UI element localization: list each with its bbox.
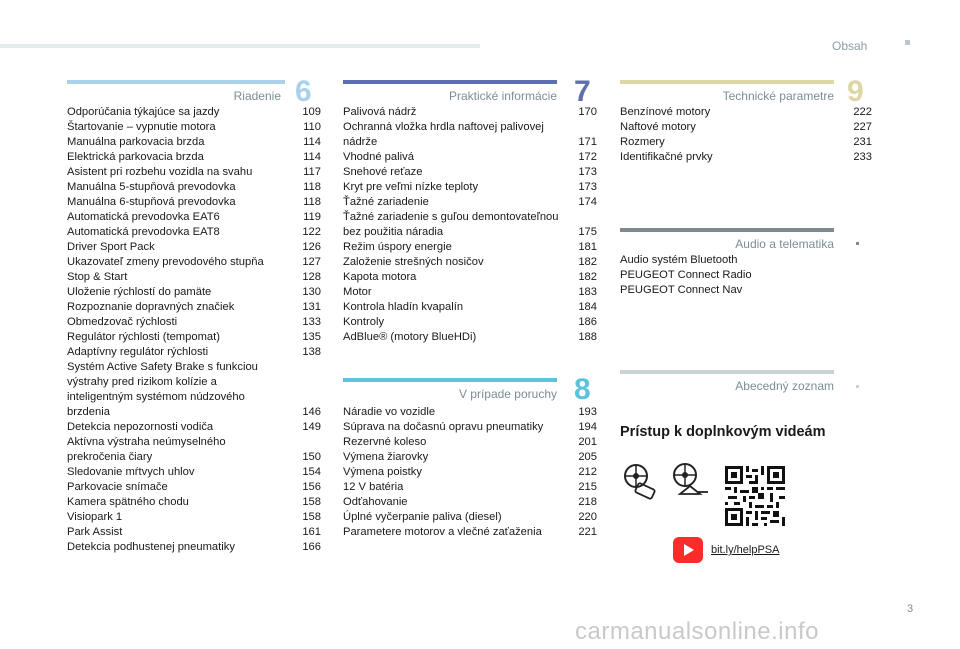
toc-entry[interactable] [67, 150, 321, 165]
toc-entry-page: 212 [578, 466, 597, 478]
toc-entry-title: Naftové motory [620, 121, 696, 133]
toc-entry[interactable] [343, 495, 597, 510]
toc-entry[interactable] [620, 105, 872, 120]
toc-entry-page: 118 [303, 181, 321, 193]
toc-entry-title: AdBlue® (motory BlueHDi) [343, 331, 477, 343]
toc-entry-title: Odporúčania týkajúce sa jazdy [67, 106, 220, 118]
toc-entry-page: 184 [578, 301, 597, 313]
section-number: 8 [574, 373, 591, 406]
toc-entry-title: Manuálna parkovacia brzda [67, 136, 205, 148]
section-bar [67, 80, 285, 84]
toc-entry-title: Ochranná vložka hrdla naftovej palivovej nádrže [343, 121, 544, 148]
toc-entry[interactable] [343, 105, 597, 120]
toc-entry[interactable] [620, 135, 872, 150]
toc-entry[interactable] [343, 120, 597, 150]
toc-entry-title: Odťahovanie [343, 496, 408, 508]
youtube-icon[interactable] [673, 537, 703, 563]
section-title: Abecedný zoznam [735, 379, 834, 393]
toc-entry-title: Kontrola hladín kvapalín [343, 301, 464, 313]
toc-entry[interactable] [67, 480, 321, 495]
toc-entry-title: Ťažné zariadenie [343, 196, 429, 208]
toc-entry[interactable] [343, 465, 597, 480]
toc-entry[interactable] [343, 315, 597, 330]
toc-entry[interactable] [343, 525, 597, 540]
toc-entry-title: Režim úspory energie [343, 241, 452, 253]
toc-entry-page: 182 [578, 271, 597, 283]
toc-entry-page: 231 [853, 136, 872, 148]
toc-entry[interactable] [67, 270, 321, 285]
toc-entry-page: 166 [302, 541, 321, 553]
toc-entry-title: Regulátor rýchlosti (tempomat) [67, 331, 220, 343]
watermark: carmanualsonline.info [575, 618, 819, 645]
toc-entry-title: Kryt pre veľmi nízke teploty [343, 181, 479, 193]
toc-entry-page: 156 [302, 481, 321, 493]
toc-entry[interactable] [343, 450, 597, 465]
toc-entry-title: Elektrická parkovacia brzda [67, 151, 204, 163]
toc-entry[interactable] [620, 268, 872, 283]
toc-entry-title: Driver Sport Pack [67, 241, 155, 253]
toc-entry-title: Výmena žiarovky [343, 451, 429, 463]
toc-entry-title: Detekcia nepozornosti vodiča [67, 421, 214, 433]
video-title: Prístup k doplnkovým videám [620, 424, 826, 440]
toc-entry-page: 227 [853, 121, 872, 133]
section-title: Audio a telematika [735, 237, 834, 251]
toc-entry[interactable] [67, 360, 321, 420]
toc-entry-page: 114 [303, 151, 321, 163]
tire-repair-icon [622, 462, 660, 500]
toc-entry-page: 205 [578, 451, 597, 463]
toc-entry[interactable] [67, 495, 321, 510]
section-bar [343, 80, 557, 84]
toc-entry-page: 171 [578, 136, 597, 148]
toc-list [67, 105, 321, 555]
toc-entry[interactable] [343, 330, 597, 345]
toc-entry-title: Súprava na dočasnú opravu pneumatiky [343, 421, 544, 433]
toc-entry-title: Rezervné koleso [343, 436, 427, 448]
toc-entry-title: Automatická prevodovka EAT8 [67, 226, 220, 238]
toc-entry-page: 201 [578, 436, 597, 448]
toc-list [343, 105, 597, 345]
toc-entry[interactable] [343, 195, 597, 210]
toc-entry-title: Benzínové motory [620, 106, 711, 118]
toc-entry[interactable] [67, 105, 321, 120]
section-title: Technické parametre [722, 89, 834, 103]
toc-entry[interactable] [343, 150, 597, 165]
toc-entry-page: 130 [302, 286, 321, 298]
toc-entry-page: 172 [578, 151, 597, 163]
toc-entry-page: 158 [302, 496, 321, 508]
toc-entry-page: 218 [578, 496, 597, 508]
toc-entry-title: Štartovanie – vypnutie motora [67, 121, 216, 133]
toc-entry-page: 126 [302, 241, 321, 253]
toc-entry[interactable] [343, 180, 597, 195]
toc-entry-page: 188 [578, 331, 597, 343]
toc-entry[interactable] [343, 240, 597, 255]
toc-entry[interactable] [67, 210, 321, 225]
section-bar [620, 370, 834, 374]
toc-entry-page: 170 [578, 106, 597, 118]
toc-entry[interactable] [343, 165, 597, 180]
toc-entry[interactable] [343, 255, 597, 270]
toc-entry-title: Systém Active Safety Brake s funkciou výstrahy pred rizikom kolízie a inteligentným systémom núdzového brzdenia [67, 361, 258, 418]
header-label: Obsah [832, 39, 868, 53]
toc-entry[interactable] [67, 135, 321, 150]
toc-entry-page: 138 [302, 346, 321, 358]
toc-entry-title: Motor [343, 286, 372, 298]
toc-entry-page: 175 [578, 226, 597, 238]
toc-entry[interactable] [343, 435, 597, 450]
toc-entry-title: Náradie vo vozidle [343, 406, 436, 418]
toc-entry-title: Obmedzovač rýchlosti [67, 316, 178, 328]
toc-entry[interactable] [343, 510, 597, 525]
toc-entry-page: 173 [578, 166, 597, 178]
toc-entry[interactable] [67, 195, 321, 210]
section-marker [856, 242, 859, 245]
toc-entry-title: Detekcia podhustenej pneumatiky [67, 541, 235, 553]
toc-entry-title: Ukazovateľ zmeny prevodového stupňa [67, 256, 264, 268]
toc-entry-title: Úplné vyčerpanie paliva (diesel) [343, 511, 502, 523]
section-number: 6 [295, 75, 312, 108]
toc-entry-title: Rozpoznanie dopravných značiek [67, 301, 235, 313]
toc-entry-title: Založenie strešných nosičov [343, 256, 484, 268]
video-link[interactable]: bit.ly/helpPSA [711, 544, 780, 556]
toc-entry[interactable] [67, 240, 321, 255]
toc-entry[interactable] [67, 525, 321, 540]
toc-entry-page: 117 [303, 166, 321, 178]
toc-entry-title: Automatická prevodovka EAT6 [67, 211, 220, 223]
toc-entry-page: 220 [578, 511, 597, 523]
toc-entry-page: 182 [578, 256, 597, 268]
toc-entry-page: 194 [578, 421, 597, 433]
section-title: V prípade poruchy [458, 387, 557, 401]
toc-entry[interactable] [343, 210, 597, 240]
toc-entry[interactable] [343, 300, 597, 315]
toc-entry-title: Ťažné zariadenie s guľou demontovateľnou bez použitia náradia [343, 211, 559, 238]
toc-entry-title: Rozmery [620, 136, 665, 148]
toc-entry-page: 221 [578, 526, 597, 538]
toc-entry-page: 122 [302, 226, 321, 238]
car-jack-icon [672, 462, 710, 500]
toc-entry[interactable] [67, 285, 321, 300]
toc-entry[interactable] [67, 120, 321, 135]
toc-entry[interactable] [67, 345, 321, 360]
toc-entry-title: PEUGEOT Connect Nav [620, 284, 743, 296]
toc-entry[interactable] [343, 480, 597, 495]
toc-entry-title: Palivová nádrž [343, 106, 417, 118]
toc-entry-title: PEUGEOT Connect Radio [620, 269, 752, 281]
toc-list [620, 105, 872, 165]
toc-entry-title: Manuálna 5-stupňová prevodovka [67, 181, 236, 193]
toc-entry[interactable] [67, 315, 321, 330]
toc-entry-title: Stop & Start [67, 271, 128, 283]
toc-entry-page: 110 [303, 121, 321, 133]
toc-entry-title: Audio systém Bluetooth [620, 254, 738, 266]
toc-entry-page: 154 [302, 466, 321, 478]
toc-entry[interactable] [620, 283, 872, 298]
toc-entry-title: Visiopark 1 [67, 511, 123, 523]
toc-entry[interactable] [343, 405, 597, 420]
toc-entry[interactable] [67, 225, 321, 240]
toc-entry-title: Aktívna výstraha neúmyselného prekročenia čiary [67, 436, 226, 463]
toc-entry[interactable] [67, 465, 321, 480]
toc-entry-page: 109 [302, 106, 321, 118]
toc-entry-title: Kapota motora [343, 271, 417, 283]
toc-entry-title: Asistent pri rozbehu vozidla na svahu [67, 166, 253, 178]
toc-entry[interactable] [343, 270, 597, 285]
toc-entry-page: 173 [578, 181, 597, 193]
toc-entry-title: Parkovacie snímače [67, 481, 168, 493]
section-number: 9 [847, 75, 864, 108]
toc-entry[interactable] [620, 150, 872, 165]
toc-entry-page: 150 [302, 451, 321, 463]
toc-entry[interactable] [67, 540, 321, 555]
toc-entry[interactable] [620, 120, 872, 135]
toc-entry-title: Kamera spätného chodu [67, 496, 189, 508]
top-decor-bar [0, 44, 480, 48]
toc-list [343, 405, 597, 540]
toc-entry-page: 114 [303, 136, 321, 148]
toc-entry-page: 215 [578, 481, 597, 493]
toc-entry[interactable] [343, 285, 597, 300]
toc-entry-title: 12 V batéria [343, 481, 404, 493]
toc-entry[interactable] [620, 253, 872, 268]
section-bar [343, 378, 557, 382]
page-number: 3 [907, 603, 914, 615]
toc-entry[interactable] [67, 300, 321, 315]
toc-entry-page: 149 [302, 421, 321, 433]
toc-entry-page: 131 [302, 301, 321, 313]
toc-entry-title: Uloženie rýchlostí do pamäte [67, 286, 212, 298]
toc-entry-title: Identifikačné prvky [620, 151, 713, 163]
toc-entry-page: 119 [303, 211, 321, 223]
qr-code[interactable] [725, 466, 785, 526]
toc-entry-page: 186 [578, 316, 597, 328]
toc-entry-page: 233 [853, 151, 872, 163]
toc-entry[interactable] [343, 420, 597, 435]
toc-entry-title: Vhodné palivá [343, 151, 414, 163]
toc-entry-page: 146 [302, 406, 321, 418]
toc-entry-page: 135 [302, 331, 321, 343]
toc-entry-title: Sledovanie mŕtvych uhlov [67, 466, 195, 478]
toc-entry-title: Parametere motorov a vlečné zaťaženia [343, 526, 542, 538]
section-bar [620, 80, 834, 84]
toc-entry[interactable] [67, 255, 321, 270]
toc-entry-page: 193 [578, 406, 597, 418]
section-bar [620, 228, 834, 232]
toc-entry-page: 158 [302, 511, 321, 523]
toc-entry-page: 161 [302, 526, 321, 538]
toc-entry[interactable] [67, 165, 321, 180]
toc-entry-page: 183 [578, 286, 597, 298]
toc-entry-title: Manuálna 6-stupňová prevodovka [67, 196, 236, 208]
toc-entry[interactable] [67, 180, 321, 195]
toc-list [620, 253, 872, 298]
toc-entry-title: Park Assist [67, 526, 123, 538]
toc-entry-title: Kontroly [343, 316, 385, 328]
section-marker [856, 385, 859, 388]
toc-entry-page: 174 [578, 196, 597, 208]
toc-entry-page: 133 [302, 316, 321, 328]
toc-entry-title: Adaptívny regulátor rýchlosti [67, 346, 209, 358]
section-number: 7 [574, 75, 591, 108]
toc-entry[interactable] [67, 420, 321, 435]
toc-entry[interactable] [67, 330, 321, 345]
toc-entry-title: Výmena poistky [343, 466, 422, 478]
toc-entry[interactable] [67, 510, 321, 525]
section-title: Praktické informácie [448, 89, 557, 103]
header-marker [905, 40, 910, 45]
toc-entry-page: 127 [302, 256, 321, 268]
toc-entry-page: 222 [853, 106, 872, 118]
toc-entry-page: 181 [578, 241, 597, 253]
toc-entry[interactable] [67, 435, 321, 465]
section-title: Riadenie [233, 89, 281, 103]
toc-entry-page: 128 [302, 271, 321, 283]
toc-entry-title: Snehové reťaze [343, 166, 423, 178]
toc-entry-page: 118 [303, 196, 321, 208]
